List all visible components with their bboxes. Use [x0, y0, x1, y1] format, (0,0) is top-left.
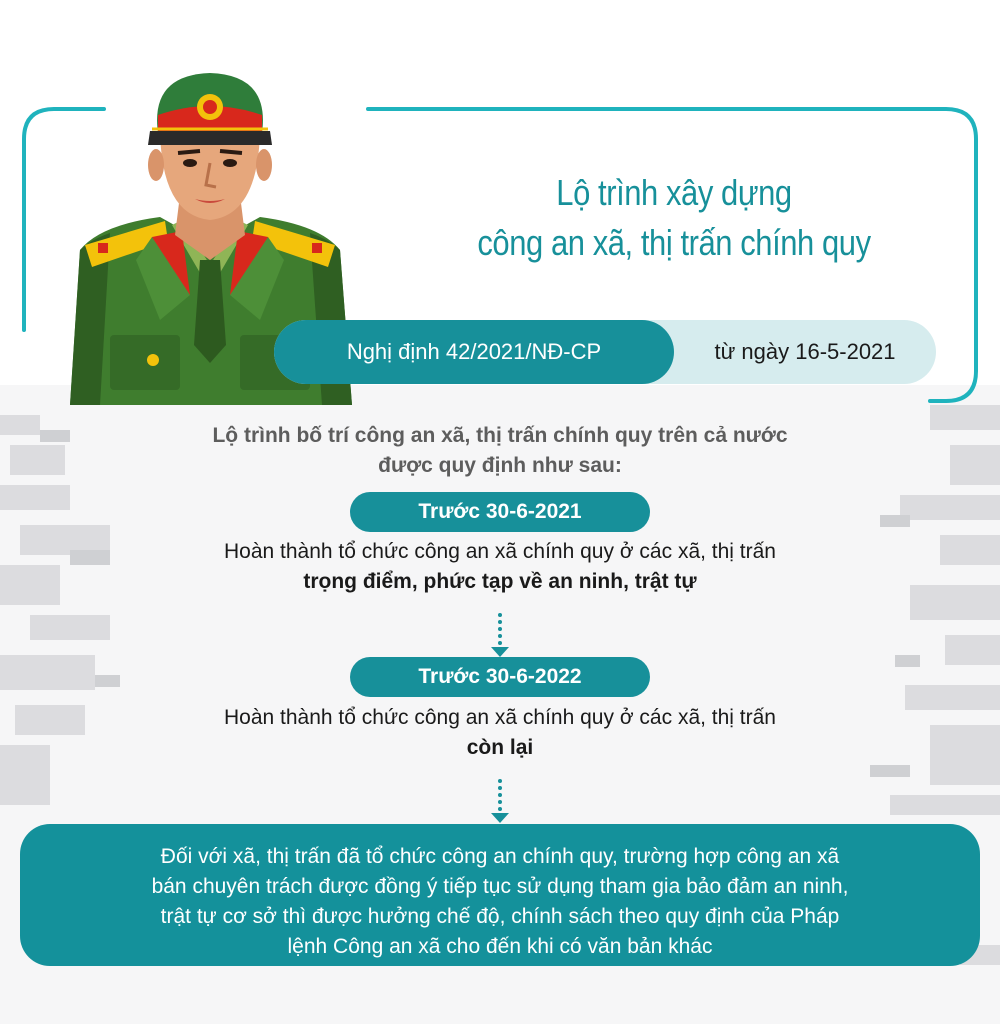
dotted-arrow-down-icon [490, 612, 510, 658]
note-line-1: Đối với xã, thị trấn đã tổ chức công an chính quy, trường hợp công an xã [160, 845, 840, 868]
step-1-deadline-badge: Trước 30-6-2021 [350, 492, 650, 532]
page-title [473, 168, 875, 268]
effective-date-label: từ ngày 16-5-2021 [714, 339, 896, 364]
step-1-emphasis: trọng điểm, phức tạp về an ninh, trật tự [303, 570, 697, 593]
title-line-2: công an xã, thị trấn chính quy [477, 222, 871, 263]
note-line-4: lệnh Công an xã cho đến khi có văn bản khác [287, 935, 713, 958]
note-line-2: bán chuyên trách được đồng ý tiếp tục sử dụng tham gia bảo đảm an ninh, [151, 875, 849, 898]
step-2-text: Hoàn thành tổ chức công an xã chính quy ở các xã, thị trấn [224, 706, 776, 729]
title-line-1: Lộ trình xây dựng [556, 172, 792, 213]
step-2-deadline-badge: Trước 30-6-2022 [350, 657, 650, 697]
step-1-text: Hoàn thành tổ chức công an xã chính quy ở các xã, thị trấn [224, 540, 776, 563]
intro-line-1: Lộ trình bố trí công an xã, thị trấn chính quy trên cả nước [212, 424, 788, 447]
step-1-description [100, 537, 900, 597]
note-line-3: trật tự cơ sở thì được hưởng chế độ, chính sách theo quy định của Pháp [160, 905, 840, 928]
note-text [90, 842, 910, 962]
intro-line-2: được quy định như sau: [378, 454, 622, 477]
intro-text [110, 421, 890, 481]
dotted-arrow-down-icon [490, 778, 510, 824]
decree-label: Nghị định 42/2021/NĐ-CP [274, 320, 674, 384]
step-2-emphasis: còn lại [466, 736, 534, 759]
step-2-description [100, 703, 900, 763]
